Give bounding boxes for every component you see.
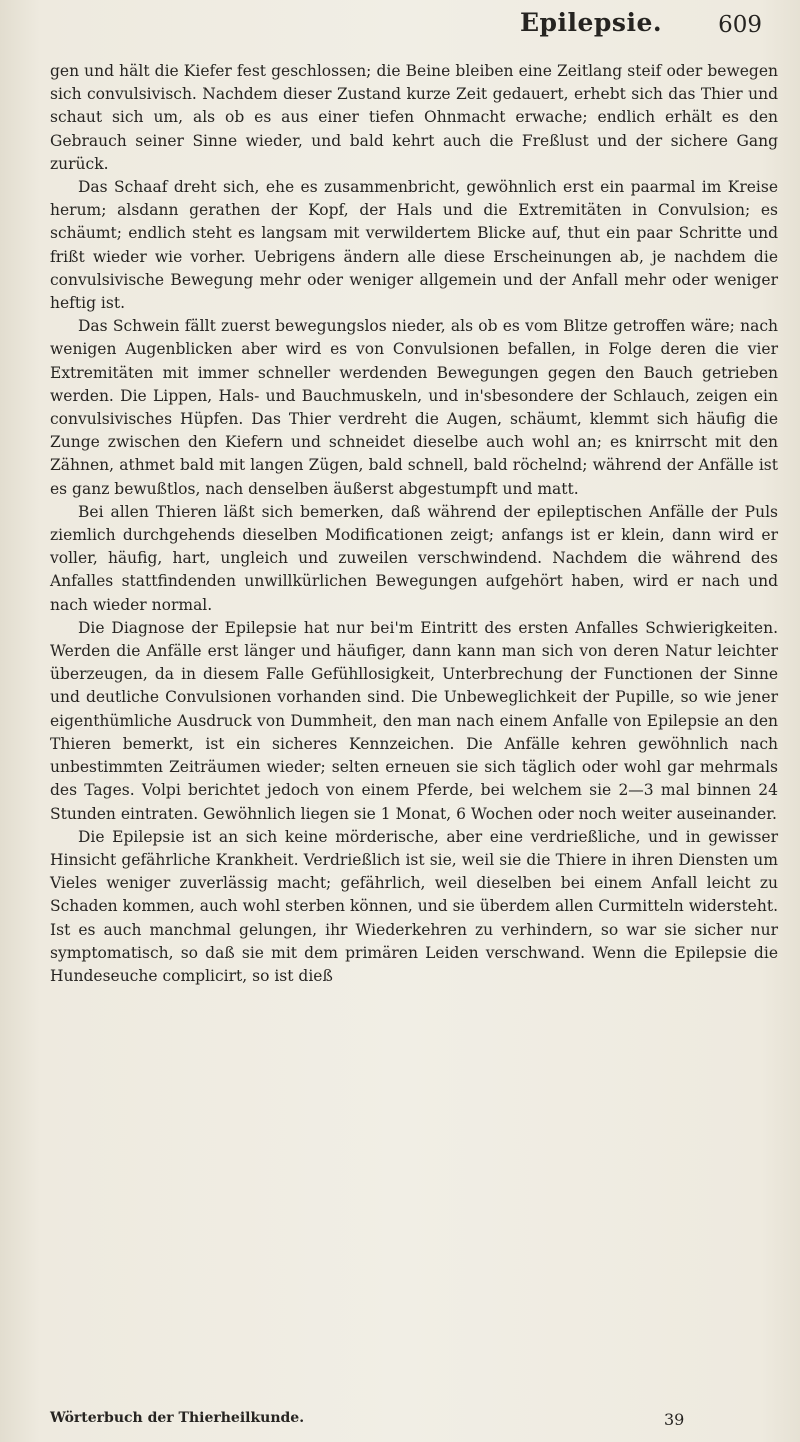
- page-footer: [50, 1410, 778, 1432]
- signature-number: 39: [664, 1410, 685, 1429]
- signature-mark: Wörterbuch der Thierheilkunde.: [50, 1410, 305, 1426]
- paragraph: gen und hält die Kiefer fest geschlossen; die Beine bleiben eine Zeitlang steif oder bewegen sich convulsivisch. Nachdem dieser Zustand kurze Zeit gedauert, erhebt sich das Thier und schaut sich um, als ob es aus einer tiefen Ohnmacht erwache; endlich erhält es den Gebrauch seiner Sinne wieder, und bald kehrt auch die Freßlust und der sichere Gang zurück.: [50, 62, 778, 173]
- paragraph: Bei allen Thieren läßt sich bemerken, daß während der epileptischen Anfälle der Puls ziemlich durchgehends dieselben Modificationen zeigt; anfangs ist er klein, dann wird er voller, häufig, hart, ungleich und zuweilen verschwindend. Nachdem die während des Anfalles stattfindenden unwillkürlichen Bewegungen aufgehört haben, wird er nach und nach wieder normal.: [50, 502, 778, 614]
- page-number: 609: [718, 12, 762, 38]
- paragraph: Das Schwein fällt zuerst bewegungslos nieder, als ob es vom Blitze getroffen wäre; nach wenigen Augenblicken aber wird es von Convulsionen befallen, in Folge deren die vier Extremitäten mit immer schneller werdenden Bewegungen gegen den Bauch getrieben werden. Die Lippen, Hals- und Bauchmuskeln, und in'sbesondere der Schlauch, zeigen ein convulsivisches Hüpfen. Das Thier verdreht die Augen, schäumt, klemmt sich häufig die Zunge zwischen den Kiefern und schneidet dieselbe auch wohl an; es knirrscht mit den Zähnen, athmet bald mit langen Zügen, bald schnell, bald röchelnd; während der Anfälle ist es ganz bewußtlos, nach denselben äußerst abgestumpft und matt.: [50, 317, 778, 498]
- paragraph: Das Schaaf dreht sich, ehe es zusammenbricht, gewöhnlich erst ein paarmal im Kreise herum; alsdann gerathen der Kopf, der Hals und die Extremitäten in Convulsion; es schäumt; endlich steht es langsam mit verwildertem Blicke auf, thut ein paar Schritte und frißt wieder wie vorher. Uebrigens ändern alle diese Erscheinungen ab, je nachdem die convulsivische Bewegung mehr oder weniger allgemein und der Anfall mehr oder weniger heftig ist.: [50, 178, 778, 313]
- paragraph: Die Epilepsie ist an sich keine mörderische, aber eine verdrießliche, und in gewisser Hinsicht gefährliche Krankheit. Verdrießlich ist sie, weil sie die Thiere in ihren Diensten um Vieles weniger zuverlässig macht; gefährlich, weil dieselben bei einem Anfall leicht zu Schaden kommen, auch wohl sterben können, und sie überdem allen Curmitteln widersteht. Ist es auch manchmal gelungen, ihr Wiederkehren zu verhindern, so war sie sicher nur symptomatisch, so daß sie mit dem primären Leiden verschwand. Wenn die Epilepsie die Hundeseuche complicirt, so ist dieß: [50, 827, 778, 985]
- running-head: Epilepsie.: [520, 8, 663, 37]
- body-text: [50, 60, 778, 988]
- paragraph: Die Diagnose der Epilepsie hat nur bei'm Eintritt des ersten Anfalles Schwierigkeiten. Werden die Anfälle erst länger und häufiger, dann kann man sich von deren Natur leichter überzeugen, da in diesem Falle Gefühllosigkeit, Unterbrechung der Functionen der Sinne und deutliche Convulsionen vorhanden sind. Die Unbeweglichkeit der Pupille, so wie jener eigenthümliche Ausdruck von Dummheit, den man nach einem Anfalle von Epilepsie an den Thieren bemerkt, ist ein sicheres Kennzeichen. Die Anfälle kehren gewöhnlich nach unbestimmten Zeiträumen wieder; selten erneuen sie sich täglich oder wohl gar mehrmals des Tages. Volpi berichtet jedoch von einem Pferde, bei welchem sie 2—3 mal binnen 24 Stunden eintraten. Gewöhnlich liegen sie 1 Monat, 6 Wochen oder noch weiter auseinander.: [50, 618, 778, 823]
